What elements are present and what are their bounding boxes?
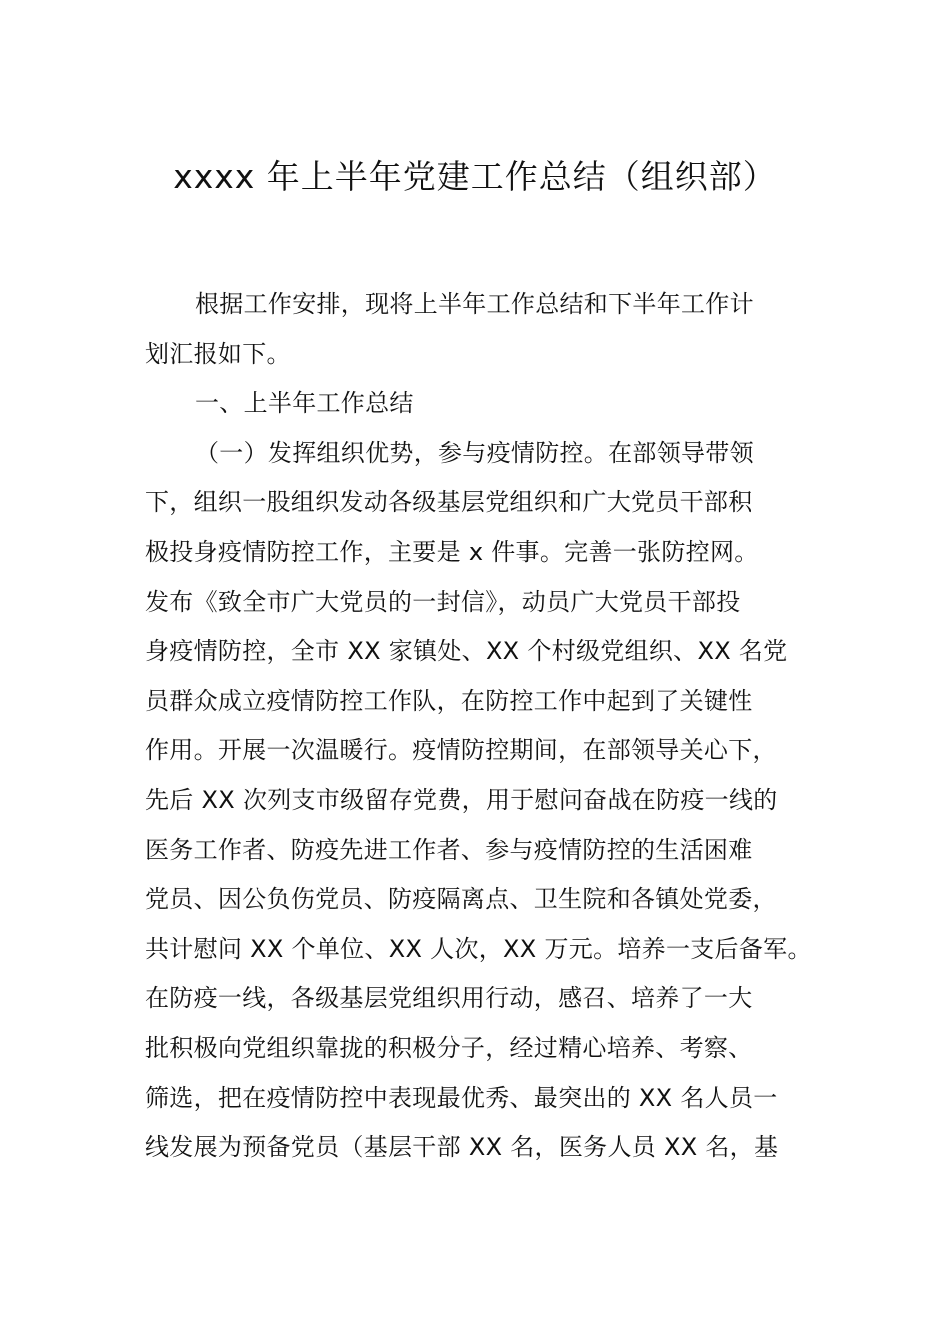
paragraph-line: 党员、因公负伤党员、防疫隔离点、卫生院和各镇处党委， xyxy=(145,885,777,914)
document-body xyxy=(145,280,845,1173)
paragraph-line: 下，组织一股组织发动各级基层党组织和广大党员干部积 xyxy=(145,488,753,517)
paragraph-line: 根据工作安排，现将上半年工作总结和下半年工作计 xyxy=(195,290,754,318)
paragraph-line: 先后 XX 次列支市级留存党费，用于慰问奋战在防疫一线的 xyxy=(145,785,778,814)
paragraph-line: 身疫情防控，全市 XX 家镇处、XX 个村级党组织、XX 名党 xyxy=(145,637,788,666)
paragraph-line: 批积极向党组织靠拢的积极分子，经过精心培养、考察、 xyxy=(145,1033,753,1062)
section-heading: 一、上半年工作总结 xyxy=(195,389,414,418)
paragraph-line: 共计慰问 XX 个单位、XX 人次，XX 万元。培养一支后备军。 xyxy=(145,934,812,963)
paragraph-line: 作用。开展一次温暖行。疫情防控期间，在部领导关心下， xyxy=(145,736,777,765)
paragraph-line: 线发展为预备党员（基层干部 XX 名，医务人员 XX 名，基 xyxy=(145,1133,779,1162)
paragraph-line: 极投身疫情防控工作，主要是 x 件事。完善一张防控网。 xyxy=(145,537,759,566)
paragraph-line: （一）发挥组织优势，参与疫情防控。在部领导带领 xyxy=(195,438,754,467)
paragraph-line: 发布《致全市广大党员的一封信》，动员广大党员干部投 xyxy=(145,587,741,616)
paragraph-line: 员群众成立疫情防控工作队，在防控工作中起到了关键性 xyxy=(145,686,753,715)
paragraph-line: 筛选，把在疫情防控中表现最优秀、最突出的 XX 名人员一 xyxy=(145,1083,778,1112)
paragraph-line: 在防疫一线，各级基层党组织用行动，感召、培养了一大 xyxy=(145,984,753,1013)
document-title: xxxx 年上半年党建工作总结（组织部） xyxy=(173,157,777,196)
paragraph-line: 划汇报如下。 xyxy=(145,339,291,368)
paragraph-line: 医务工作者、防疫先进工作者、参与疫情防控的生活困难 xyxy=(145,835,753,864)
